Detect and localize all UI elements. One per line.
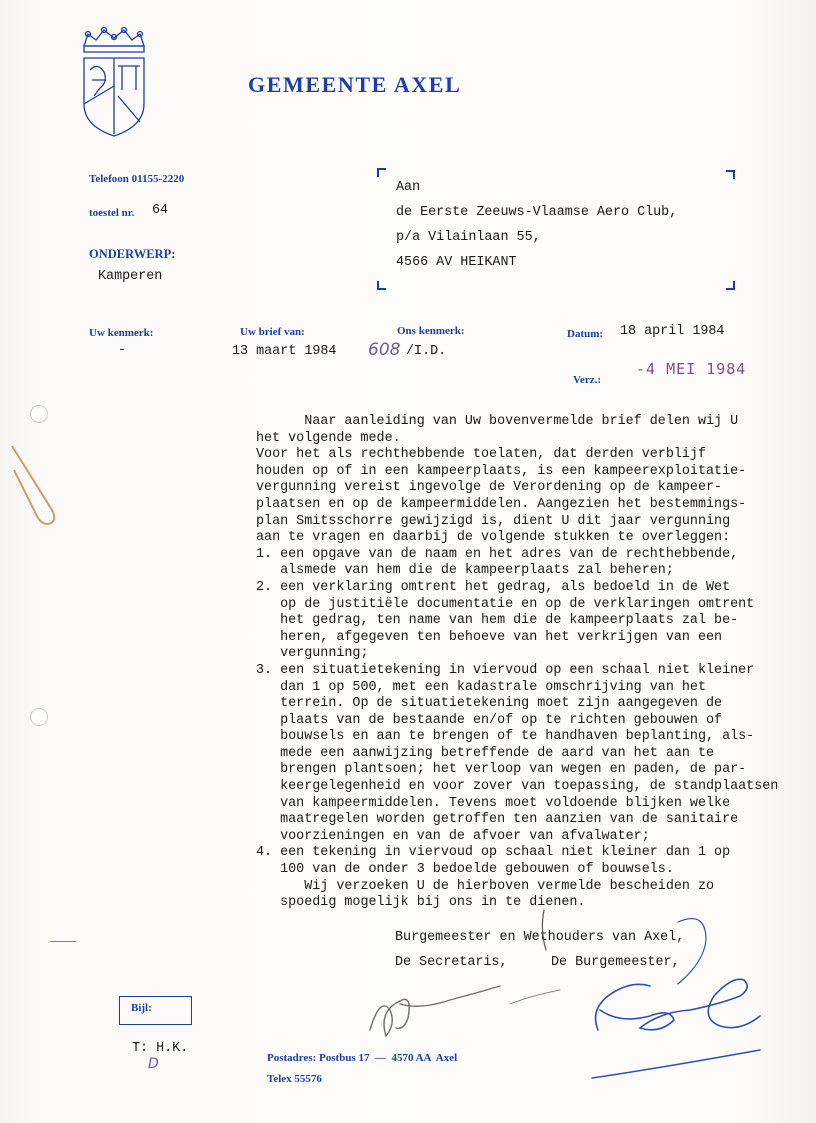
handwritten-mark: D bbox=[148, 1056, 159, 1072]
toestel-value: 64 bbox=[152, 203, 169, 218]
punch-hole-top bbox=[30, 405, 48, 423]
verz-label: Verz.: bbox=[573, 374, 601, 386]
datum-value: 18 april 1984 bbox=[620, 324, 725, 339]
body-line: plan Smitsschorre gewijzigd is, dient U dit jaar vergunning bbox=[256, 513, 731, 529]
initials: T: H.K. bbox=[132, 1041, 189, 1056]
body-line: vergunning; bbox=[256, 646, 369, 662]
body-line: het volgende mede. bbox=[256, 430, 401, 446]
body-line: van kampeermiddelen. Tevens moet voldoende blijken welke bbox=[256, 795, 731, 811]
municipality-title: GEMEENTE AXEL bbox=[248, 72, 462, 97]
postadres: Postadres: Postbus 17 — 4570 AA Axel bbox=[267, 1052, 458, 1064]
burgemeester-label: De Burgemeester, bbox=[551, 955, 680, 970]
body-line: aan te vragen en daarbij de volgende stukken te overleggen: bbox=[256, 530, 731, 546]
onderwerp-label: ONDERWERP: bbox=[89, 247, 176, 261]
body-line: dan 1 op 500, met een kadastrale omschrijving van het bbox=[256, 679, 706, 695]
addressee-line: Aan bbox=[396, 180, 421, 195]
bijl-label: Bijl: bbox=[131, 1002, 152, 1014]
telex: Telex 55576 bbox=[267, 1073, 322, 1085]
municipal-crest-icon bbox=[78, 26, 150, 138]
body-line: 1. een opgave van de naam en het adres van de rechthebbende, bbox=[256, 546, 739, 562]
body-line: voorzieningen en van de afvoer van afvalwater; bbox=[256, 828, 650, 844]
uw-brief-label: Uw brief van: bbox=[240, 326, 305, 338]
body-line: vergunning vereist ingevolge de Verordening op de kampeer- bbox=[256, 480, 723, 496]
body-line: 100 van de onder 3 bedoelde gebouwen of bouwsels. bbox=[256, 862, 674, 878]
body-line: Naar aanleiding van Uw bovenvermelde brief delen wij U bbox=[256, 414, 739, 429]
body-line: heren, afgegeven ten behoeve van het verkrijgen van een bbox=[256, 629, 723, 645]
datum-label: Datum: bbox=[567, 328, 604, 340]
body-line: keergelegenheid en voor zover van toepassing, de standplaatsen bbox=[256, 779, 779, 795]
body-line: 2. een verklaring omtrent het gedrag, als bedoeld in de Wet bbox=[256, 579, 731, 595]
body-line: alsmede van hem die de kampeerplaats zal beheren; bbox=[256, 563, 674, 579]
paperclip-mark-icon bbox=[4, 440, 62, 530]
body-line: maatregelen worden getroffen ten aanzien van de sanitaire bbox=[256, 812, 739, 828]
body-line: 4. een tekening in viervoud op schaal niet kleiner dan 1 op bbox=[256, 845, 731, 861]
closing-line: Burgemeester en Wethouders van Axel, bbox=[395, 930, 685, 945]
address-corner-br bbox=[726, 281, 735, 290]
body-line: houden op of in een kampeerplaats, is een kampeerexploitatie- bbox=[256, 463, 747, 479]
body-line: spoedig mogelijk bij ons in te dienen. bbox=[256, 895, 586, 911]
letter-body bbox=[256, 414, 778, 912]
uw-brief-value: 13 maart 1984 bbox=[232, 344, 337, 359]
toestel-label: toestel nr. bbox=[89, 207, 135, 219]
address-corner-bl bbox=[377, 281, 386, 290]
ons-kenmerk-label: Ons kenmerk: bbox=[397, 325, 465, 337]
left-margin-dash bbox=[50, 941, 76, 942]
body-line: terrein. Op de situatietekening moet zijn aangegeven de bbox=[256, 696, 723, 712]
addressee-line: de Eerste Zeeuws-Vlaamse Aero Club, bbox=[396, 205, 678, 220]
body-line: op de justitiële documentatie en op de verklaringen omtrent bbox=[256, 596, 755, 612]
punch-hole-bottom bbox=[30, 708, 48, 726]
body-line: Wij verzoeken U de hierboven vermelde bescheiden zo bbox=[256, 878, 715, 894]
onderwerp-value: Kamperen bbox=[98, 269, 163, 284]
body-line: bouwsels en aan te brengen of te handhaven beplanting, als- bbox=[256, 729, 755, 745]
ons-kenmerk-handwritten: 608 bbox=[368, 340, 401, 360]
uw-kenmerk-value: - bbox=[118, 343, 127, 358]
ons-kenmerk-value: /I.D. bbox=[406, 344, 447, 359]
address-corner-tr bbox=[726, 170, 735, 179]
body-line: 3. een situatietekening in viervoud op een schaal niet kleiner bbox=[256, 662, 755, 678]
body-line: het gedrag, ten name van hem die de kampeerplaats zal be- bbox=[256, 613, 739, 629]
addressee-line: p/a Vilainlaan 55, bbox=[396, 230, 541, 245]
body-line: plaats van de bestaande en/of op te richten gebouwen of bbox=[256, 712, 723, 728]
body-line: brengen plantsoen; het verloop van wegen en paden, de par- bbox=[256, 762, 747, 778]
telefoon-label: Telefoon 01155-2220 bbox=[89, 173, 185, 185]
body-line: mede een aanwijzing betreffende de aard van het aan te bbox=[256, 745, 715, 761]
address-corner-tl bbox=[377, 168, 386, 177]
body-line: plaatsen en op de kampeermiddelen. Aangezien het bestemmings- bbox=[256, 496, 747, 512]
body-line: Voor het als rechthebbende toelaten, dat derden verblijf bbox=[256, 447, 706, 463]
verzonden-date-stamp: -4 MEI 1984 bbox=[636, 360, 747, 378]
uw-kenmerk-label: Uw kenmerk: bbox=[89, 327, 154, 339]
bijl-box bbox=[119, 996, 192, 1025]
secretaris-label: De Secretaris, bbox=[395, 955, 508, 970]
addressee-line: 4566 AV HEIKANT bbox=[396, 255, 517, 270]
